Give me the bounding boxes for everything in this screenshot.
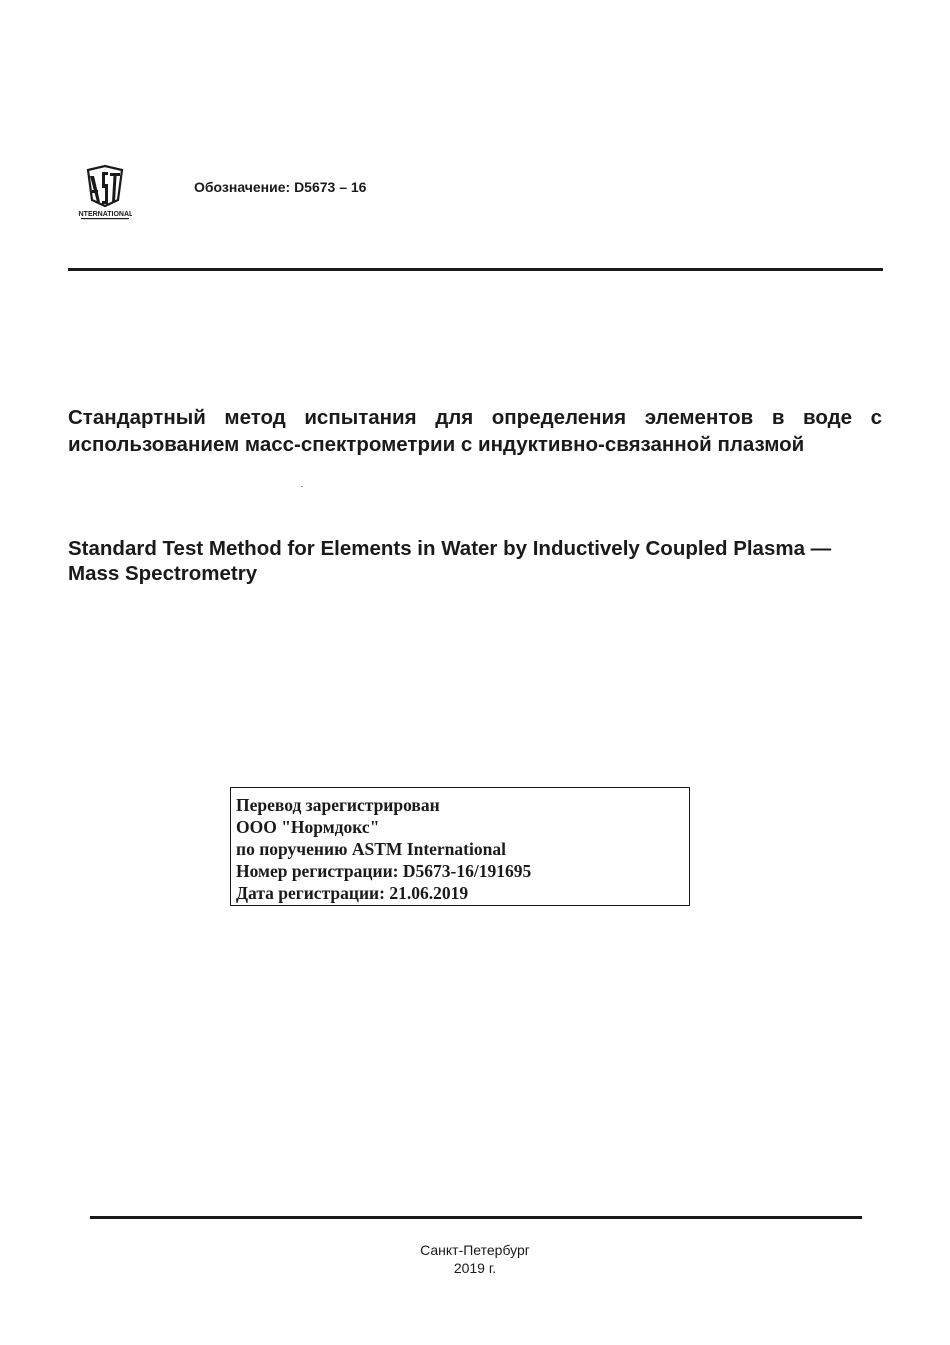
designation-label: Обозначение: D5673 – 16 (194, 179, 367, 195)
registration-line: Перевод зарегистрирован (236, 795, 440, 815)
scan-speck (301, 486, 303, 487)
footer (0, 1241, 950, 1277)
footer-city: Санкт-Петербург (420, 1242, 530, 1258)
title-russian: Стандартный метод испытания для определения элементов в воде с использованием масс-спектрометрии с индуктивно-связанной плазмой (68, 406, 882, 456)
registration-line: ООО "Нормдокс" (236, 817, 380, 837)
title-english: Standard Test Method for Elements in Water by Inductively Coupled Plasma —Mass Spectrometry (68, 537, 832, 585)
registration-box (230, 787, 690, 906)
registration-line: Номер регистрации: D5673-16/191695 (236, 861, 532, 881)
registration-line: Дата регистрации: 21.06.2019 (236, 883, 469, 903)
header-divider (68, 268, 883, 271)
footer-divider (90, 1216, 862, 1219)
registration-line: по поручению ASTM International (236, 839, 506, 859)
astm-logo-icon (78, 164, 132, 222)
logo-text: INTERNATIONAL (78, 211, 132, 218)
footer-year: 2019 г. (453, 1260, 497, 1276)
